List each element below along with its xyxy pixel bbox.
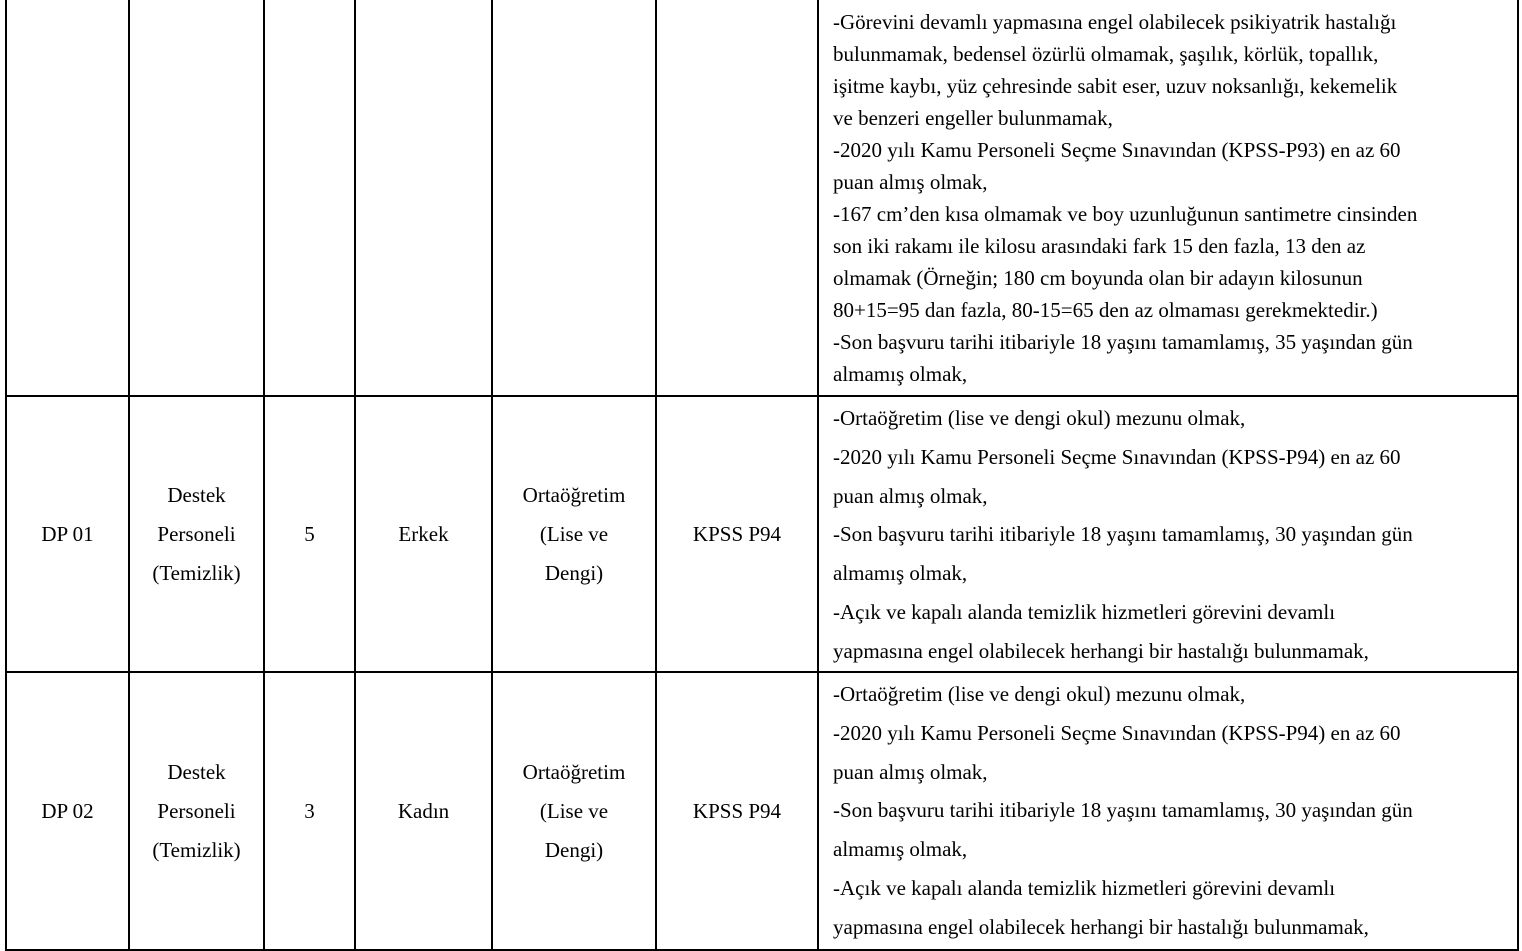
education-line: Dengi) <box>544 560 604 585</box>
requirement-line: -Açık ve kapalı alanda temizlik hizmetleri görevini devamlı <box>833 875 1336 900</box>
requirement-line: -Son başvuru tarihi itibariyle 18 yaşını tamamlamış, 30 yaşından gün <box>833 798 1413 823</box>
position-line: Destek <box>167 482 226 507</box>
cell-gender: Kadın <box>355 672 492 950</box>
cell-exam <box>656 0 818 396</box>
education-line: (Lise ve <box>539 798 609 823</box>
cell-education <box>492 672 656 950</box>
cell-code <box>6 0 129 396</box>
cell-count: 5 <box>264 396 355 672</box>
cell-position <box>129 672 264 950</box>
table-row <box>6 396 1518 672</box>
cell-count <box>264 0 355 396</box>
cell-gender <box>355 0 492 396</box>
cell-education <box>492 396 656 672</box>
cell-count: 3 <box>264 672 355 950</box>
cell-requirements <box>818 396 1518 672</box>
position-line: Personeli <box>157 521 236 546</box>
requirement-line: -Açık ve kapalı alanda temizlik hizmetleri görevini devamlı <box>833 599 1336 624</box>
table-row <box>6 672 1518 950</box>
cell-education <box>492 0 656 396</box>
requirement-line: son iki rakamı ile kilosu arasındaki fark 15 den fazla, 13 den az <box>833 234 1366 258</box>
cell-gender: Erkek <box>355 396 492 672</box>
cell-position <box>129 396 264 672</box>
requirement-line: almamış olmak, <box>833 837 968 862</box>
position-line: (Temizlik) <box>152 837 241 862</box>
requirement-line: bulunmamak, bedensel özürlü olmamak, şaşılık, körlük, topallık, <box>833 42 1379 66</box>
cell-code: DP 02 <box>6 672 129 950</box>
cell-exam: KPSS P94 <box>656 396 818 672</box>
requirement-line: -2020 yılı Kamu Personeli Seçme Sınavından (KPSS-P94) en az 60 <box>833 720 1401 745</box>
position-line: (Temizlik) <box>152 560 241 585</box>
requirement-line: puan almış olmak, <box>833 170 988 194</box>
requirement-line: -Son başvuru tarihi itibariyle 18 yaşını tamamlamış, 35 yaşından gün <box>833 330 1413 354</box>
requirement-line: -Ortaöğretim (lise ve dengi okul) mezunu olmak, <box>833 682 1246 706</box>
requirements-table <box>5 0 1519 951</box>
table-row <box>6 0 1518 396</box>
requirement-line: yapmasına engel olabilecek herhangi bir hastalığı bulunmamak, <box>833 914 1369 939</box>
cell-requirements <box>818 672 1518 950</box>
education-line: (Lise ve <box>539 521 609 546</box>
requirement-line: -Görevini devamlı yapmasına engel olabilecek psikiyatrik hastalığı <box>833 10 1397 34</box>
education-line: Ortaöğretim <box>522 482 626 507</box>
requirement-line: -Ortaöğretim (lise ve dengi okul) mezunu olmak, <box>833 406 1246 430</box>
requirement-line: 80+15=95 dan fazla, 80-15=65 den az olmaması gerekmektedir.) <box>833 298 1378 322</box>
requirement-line: yapmasına engel olabilecek herhangi bir hastalığı bulunmamak, <box>833 638 1369 663</box>
requirement-line: -2020 yılı Kamu Personeli Seçme Sınavından (KPSS-P94) en az 60 <box>833 444 1401 469</box>
requirement-line: puan almış olmak, <box>833 483 988 508</box>
requirement-line: -167 cm’den kısa olmamak ve boy uzunluğunun santimetre cinsinden <box>833 202 1418 226</box>
requirement-line: almamış olmak, <box>833 561 968 586</box>
requirement-line: -2020 yılı Kamu Personeli Seçme Sınavından (KPSS-P93) en az 60 <box>833 138 1401 162</box>
cell-position <box>129 0 264 396</box>
requirement-line: ve benzeri engeller bulunmamak, <box>833 106 1113 130</box>
education-line: Dengi) <box>544 837 604 862</box>
requirement-line: almamış olmak, <box>833 362 968 386</box>
requirement-line: olmamak (Örneğin; 180 cm boyunda olan bir adayın kilosunun <box>833 266 1363 290</box>
position-line: Personeli <box>157 798 236 823</box>
position-line: Destek <box>167 759 226 784</box>
education-line: Ortaöğretim <box>522 759 626 784</box>
cell-requirements <box>818 0 1518 396</box>
requirement-line: işitme kaybı, yüz çehresinde sabit eser, uzuv noksanlığı, kekemelik <box>833 74 1398 98</box>
cell-exam: KPSS P94 <box>656 672 818 950</box>
requirement-line: -Son başvuru tarihi itibariyle 18 yaşını tamamlamış, 30 yaşından gün <box>833 522 1413 547</box>
cell-code: DP 01 <box>6 396 129 672</box>
requirement-line: puan almış olmak, <box>833 759 988 784</box>
